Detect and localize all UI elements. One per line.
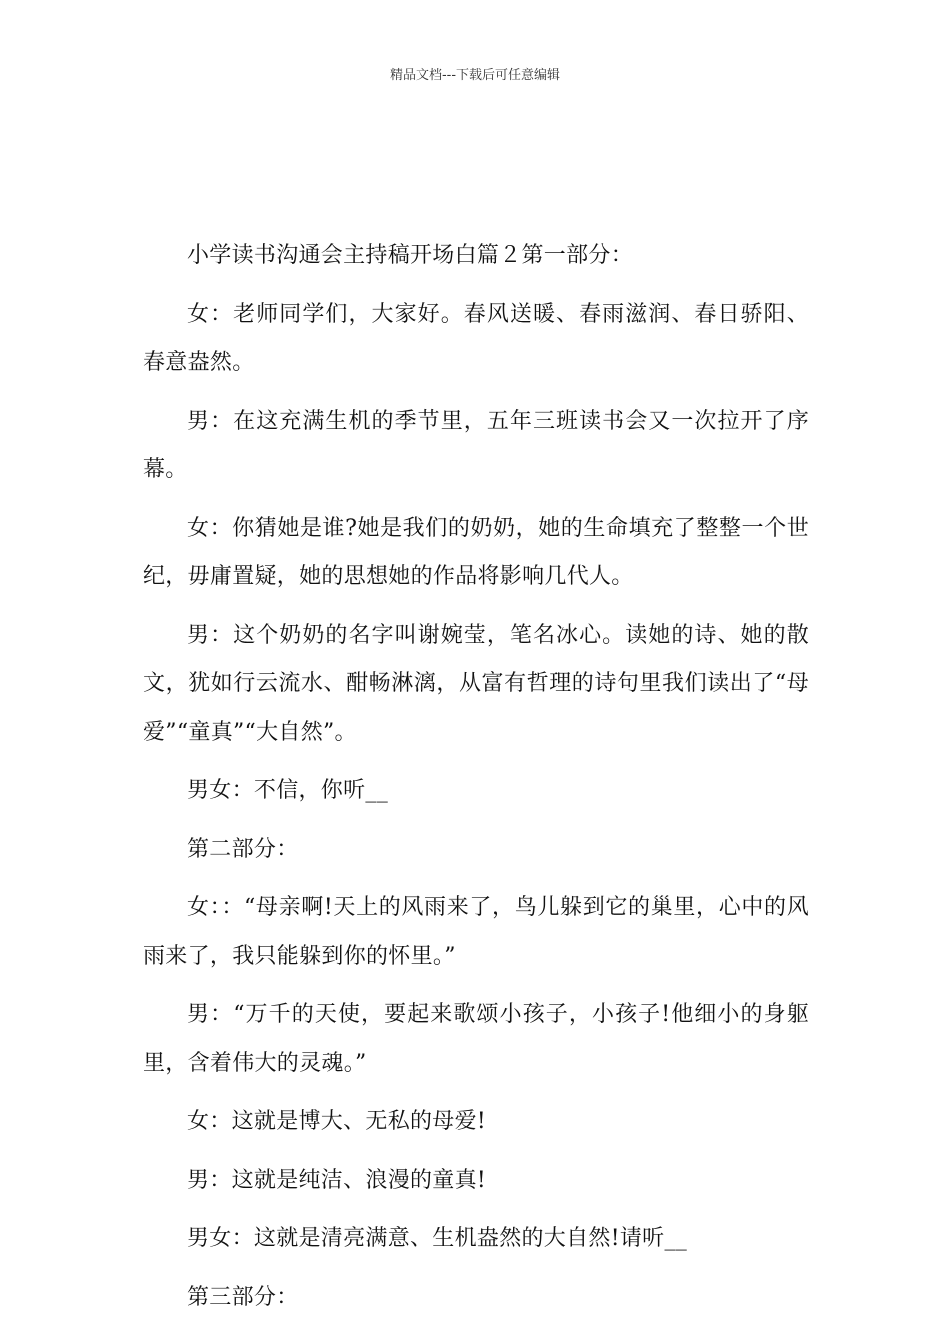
paragraph-title: 小学读书沟通会主持稿开场白篇２第一部分： xyxy=(187,243,634,268)
page-header-watermark: 精品文档---下载后可任意编辑 xyxy=(389,68,561,83)
paragraph: 女：：“母亲啊!天上的风雨来了，鸟儿躲到它的巢里，心中的风雨来了，我只能躲到你的怀里。” xyxy=(143,895,809,969)
paragraph: 男：“万千的天使，要起来歌颂小孩子，小孩子!他细小的身躯里，含着伟大的灵魂。” xyxy=(143,1002,809,1076)
paragraph: 女：老师同学们，大家好。春风送暖、春雨滋润、春日骄阳、春意盎然。 xyxy=(143,301,809,375)
paragraph: 男：在这充满生机的季节里，五年三班读书会又一次拉开了序幕。 xyxy=(143,408,809,482)
paragraph: 女：你猜她是谁?她是我们的奶奶，她的生命填充了整整一个世纪，毋庸置疑，她的思想她的作品将影响几代人。 xyxy=(143,515,809,589)
paragraph: 男：这就是纯洁、浪漫的童真! xyxy=(187,1167,487,1193)
paragraph: 男：这个奶奶的名字叫谢婉莹，笔名冰心。读她的诗、她的散文，犹如行云流水、酣畅淋漓，从富有哲理的诗句里我们读出了“母爱”“童真”“大自然”。 xyxy=(143,622,809,745)
paragraph: 女：这就是博大、无私的母爱! xyxy=(187,1109,487,1134)
section-heading: 第三部分： xyxy=(187,1284,299,1310)
section-heading: 第二部分： xyxy=(187,836,299,862)
paragraph: 男女：这就是清亮满意、生机盎然的大自然!请听__ xyxy=(187,1226,688,1251)
document-body xyxy=(143,232,809,1332)
paragraph: 男女：不信，你听__ xyxy=(187,778,389,803)
